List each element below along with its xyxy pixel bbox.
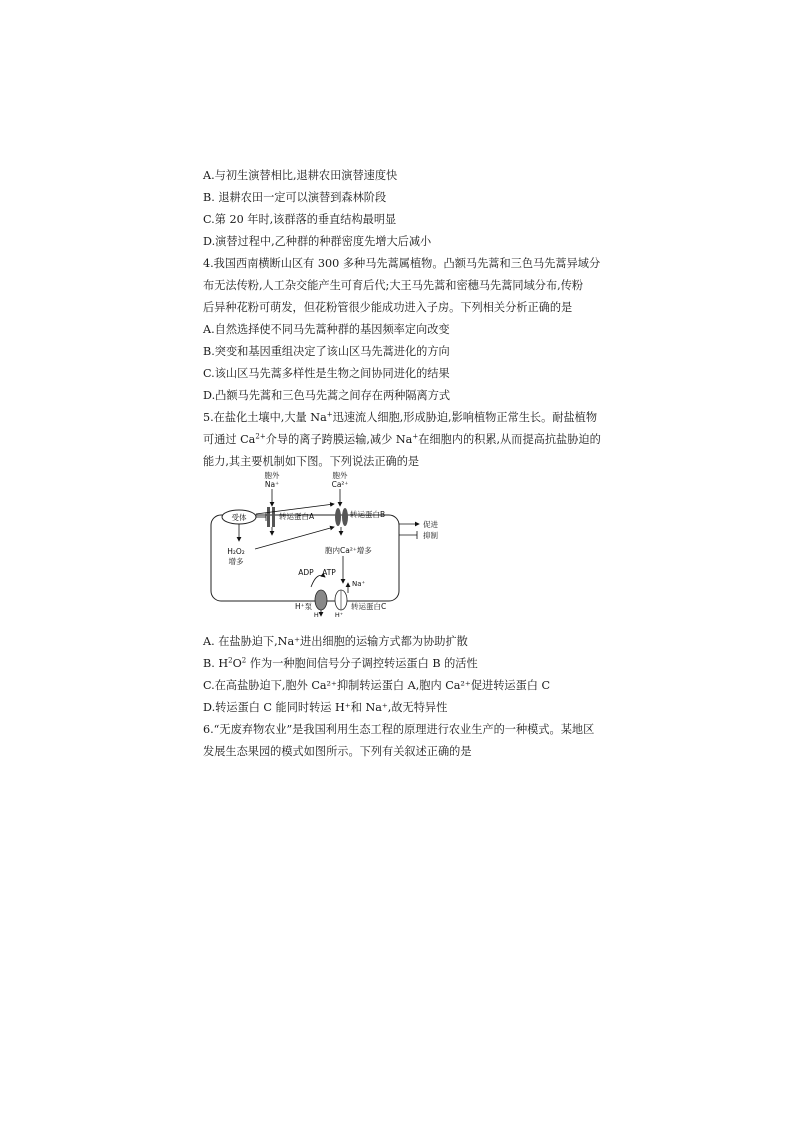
option-3b: B. 退耕农田一定可以演替到森林阶段: [203, 191, 387, 204]
h-plus-label-1: H⁺: [313, 611, 323, 617]
option-5c: C.在高盐胁迫下,胞外 Ca²⁺抑制转运蛋白 A,胞内 Ca²⁺促进转运蛋白 C: [203, 679, 551, 692]
h-pump-shape: [315, 590, 327, 610]
ca-outside-label: Ca²⁺: [331, 480, 349, 489]
option-3c: C.第 20 年时,该群落的垂直结构最明显: [203, 213, 397, 226]
option-5d: D.转运蛋白 C 能同时转运 H⁺和 Na⁺,故无特异性: [203, 701, 448, 714]
outside-label-left: 胞外: [264, 471, 280, 480]
question-6-line-2: 发展生态果园的模式如图所示。下列有关叙述正确的是: [203, 745, 472, 758]
na-efflux-label: Na⁺: [352, 580, 366, 588]
question-5-line-3: 能力,其主要机制如下图。下列说法正确的是: [203, 455, 420, 468]
option-4d: D.凸额马先蒿和三色马先蒿之间存在两种隔离方式: [203, 389, 451, 402]
atp-hydrolysis-arrow: [311, 575, 325, 587]
inner-ca-label: 胞内Ca²⁺增多: [325, 546, 372, 555]
h-pump-label: H⁺泵: [295, 602, 313, 611]
transporter-b: [335, 508, 348, 526]
option-3a: A.与初生演替相比,退耕农田演替速度快: [203, 169, 398, 182]
question-4-line-1: 4.我国西南横断山区有 300 多种马先蒿属植物。凸额马先蒿和三色马先蒿异域分: [203, 257, 601, 270]
option-4a: A.自然选择使不同马先蒿种群的基因频率定向改变: [203, 323, 450, 336]
h2o2-to-b-arrow: [255, 527, 334, 549]
option-5b: B. $H^2O^2$ 作为一种胞间信号分子调控转运蛋白 B 的活性: [203, 656, 478, 670]
h2o2-increase-label: 增多: [228, 557, 244, 566]
option-5a: A. 在盐胁迫下,Na⁺进出细胞的运输方式都为协助扩散: [203, 635, 468, 648]
option-4c: C.该山区马先蒿多样性是生物之间协同进化的结果: [203, 367, 450, 380]
question-5-line-2: 可通过 $Ca^{2+}$介导的离子跨膜运输,减少 Na+在细胞内的积累,从而提高抗盐胁迫的: [203, 432, 601, 446]
legend-promote-label: 促进: [423, 520, 438, 529]
transporter-a: [267, 507, 275, 527]
h-plus-label-2: H⁺: [334, 611, 344, 617]
transporter-c-label: 转运蛋白C: [351, 602, 387, 611]
h2o2-label: H₂O₂: [227, 547, 245, 556]
option-3d: D.演替过程中,乙种群的种群密度先增大后减小: [203, 235, 432, 248]
receptor-label: 受体: [231, 513, 247, 522]
legend-inhibit-label: 抑制: [423, 531, 438, 540]
salt-stress-mechanism-diagram: [207, 469, 467, 617]
question-5-line-1: 5.在盐化土壤中,大量 Na+迅速流人细胞,形成胁迫,影响植物正常生长。耐盐植物: [203, 410, 598, 424]
adp-label: ADP: [298, 568, 314, 577]
transporter-b-label: 转运蛋白B: [350, 510, 386, 519]
transporter-a-label: 转运蛋白A: [279, 512, 315, 521]
atp-label: ATP: [322, 568, 336, 577]
option-4b: B.突变和基因重组决定了该山区马先蒿进化的方向: [203, 345, 450, 358]
question-4-line-2: 布无法传粉,人工杂交能产生可育后代;大王马先蒿和密穗马先蒿同域分布,传粉: [203, 279, 584, 292]
outside-label-right: 胞外: [332, 471, 348, 480]
question-6-line-1: 6.“无废弃物农业”是我国利用生态工程的原理进行农业生产的一种模式。某地区: [203, 723, 595, 736]
na-outside-label: Na⁺: [264, 480, 280, 489]
question-4-line-3: 后异种花粉可萌发，但花粉管很少能成功进入子房。下列相关分析正确的是: [203, 301, 573, 314]
